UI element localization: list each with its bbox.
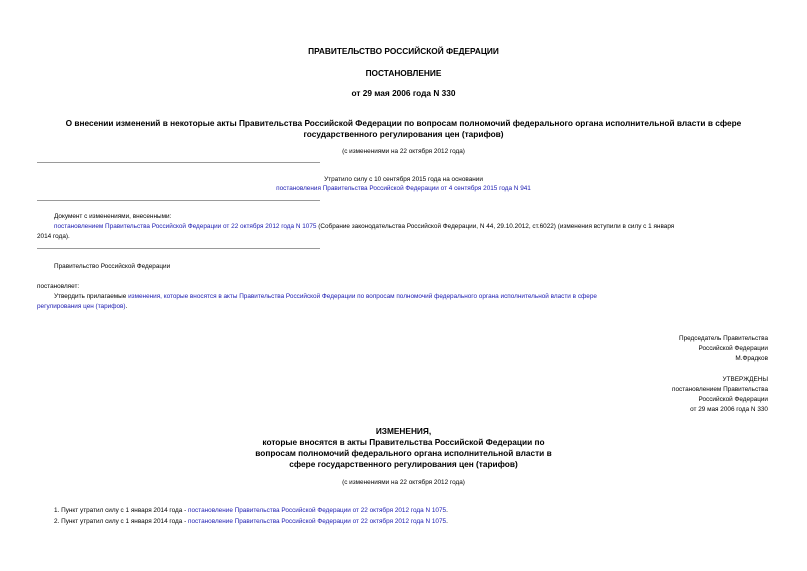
expired-notice-text: Утратило силу с 10 сентября 2015 года на основании [324,176,483,183]
list-item [54,517,448,527]
expired-notice-line [0,184,807,194]
changes-source-text: (Собрание законодательства Российской Федерации, N 44, 29.10.2012, ст.6022) (изменения вступили в силу с 1 января [316,223,675,230]
changes-decree-link[interactable]: постановлением Правительства Российской Федерации от 22 октября 2012 года N 1075 [54,223,317,230]
signature-name: М.Фрадков [735,355,768,362]
item-end: . [446,507,448,514]
changes-label: Документ с изменениями, внесенными: [54,213,172,220]
amendments-note: (с изменениями на 22 октября 2012 года) [342,148,465,155]
item-text: 2. Пункт утратил силу с 1 января 2014 года - [54,518,188,525]
approve-prefix: Утвердить прилагаемые [54,293,129,300]
changes-title-line-3: вопросам полномочий федерального органа исполнительной власти в [255,448,552,458]
approve-changes-link-cont[interactable]: регулирования цен (тарифов) [37,303,126,310]
divider [37,248,320,249]
approved-heading: УТВЕРЖДЕНЫ [722,376,768,383]
changes-line-1 [54,222,768,232]
approve-changes-link[interactable]: изменения, которые вносятся в акты Правительства Российской Федерации по вопросам полномочий федерального органа исполнительной власти в сфере [128,293,597,300]
divider [37,162,320,163]
authority-heading: ПРАВИТЕЛЬСТВО РОССИЙСКОЙ ФЕДЕРАЦИИ [308,46,499,56]
changes-title-line-1: ИЗМЕНЕНИЯ, [375,426,432,436]
approved-block [672,375,768,415]
signature-block [679,334,768,364]
government-text: Правительство Российской Федерации [54,263,171,270]
document-title-line-2: государственного регулирования цен (тарифов) [303,129,504,139]
date-number-heading: от 29 мая 2006 года N 330 [351,88,456,98]
changes-title-line-2: которые вносятся в акты Правительства Российской Федерации по [262,437,545,447]
approve-line-1 [54,292,768,302]
doc-type-heading: ПОСТАНОВЛЕНИЕ [365,68,442,78]
changes-amendments-note: (с изменениями на 22 октября 2012 года) [342,479,465,486]
signature-country: Российской Федерации [698,345,768,352]
item-text: 1. Пункт утратил силу с 1 января 2014 года - [54,507,188,514]
changes-line-2: 2014 года). [37,233,70,240]
list-item [54,506,448,516]
expired-decree-link[interactable]: постановления Правительства Российской Федерации от 4 сентября 2015 года N 941 [276,185,531,192]
approved-by: постановлением Правительства [672,386,768,393]
approved-date: от 29 мая 2006 года N 330 [690,406,768,413]
approved-country: Российской Федерации [698,396,768,403]
approve-suffix: . [125,303,128,310]
item-decree-link[interactable]: постановление Правительства Российской Федерации от 22 октября 2012 года N 1075 [188,518,447,525]
item-end: . [446,518,448,525]
signature-title: Председатель Правительства [679,335,768,342]
document-title-line-1: О внесении изменений в некоторые акты Правительства Российской Федерации по вопросам полномочий федерального органа исполнительной власти в сфере [65,118,742,128]
divider [37,200,320,201]
changes-title-line-4: сфере государственного регулирования цен (тарифов) [289,459,518,469]
resolves-text: постановляет: [37,283,80,290]
approve-line-2 [37,302,127,312]
item-decree-link[interactable]: постановление Правительства Российской Федерации от 22 октября 2012 года N 1075 [188,507,447,514]
